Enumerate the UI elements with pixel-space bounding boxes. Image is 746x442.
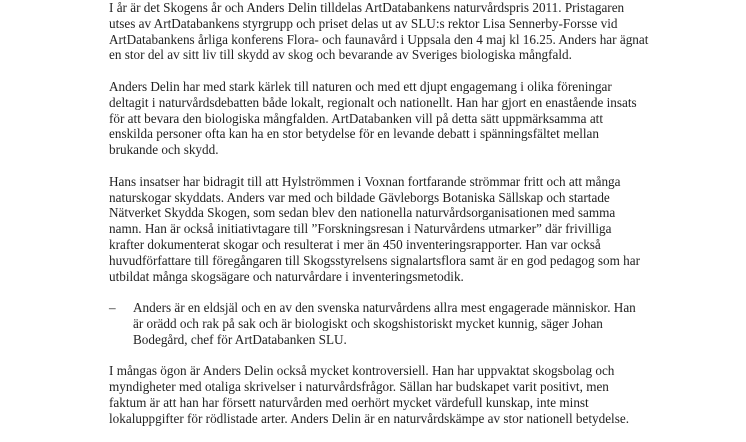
paragraph-controversy: I mångas ögon är Anders Delin också mycket kontroversiell. Han har uppvaktat skogsbolag och myndigheter med otaliga skrivelser i naturvårdsfrågor. Sällan har budskapet varit positivt, men faktum är att han har försett naturvården med oerhört mycket värdefull kunskap, inte minst lokaluppgifter för rödlistade arter. Anders Delin är en naturvårdskämpe av stor nationell betydelse. [109, 363, 630, 426]
paragraph-contributions: Hans insatser har bidragit till att Hylströmmen i Voxnan fortfarande strömmar fritt och att många naturskogar skyddats. Anders var med och bildade Gävleborgs Botaniska Sällskap och startade Nätverket Skydda Skogen, som sedan blev den nationella naturvårdsorganisationen med samma namn. Han är också initiativtagare till ”Forskningsresan i Naturvårdens utmarker” där frivilliga krafter dokumenterat skogar och resulterat i mer än 450 inventeringsrapporter. Han var också huvudförfattare till föregångaren till Skogsstyrelsens signalartsflora samt är en god pedagog som har utbildat många skogsägare och naturvårdare i inventeringsmetodik. [109, 173, 641, 284]
quote-dash: – [109, 300, 116, 316]
paragraph-engagement: Anders Delin har med stark kärlek till naturen och med ett djupt engagemang i olika föreningar deltagit i naturvårdsdebatten både lokalt, regionalt och nationellt. Han har gjort en enastående insats för att bevara den biologiska mångfalden. ArtDatabanken vill på detta sätt uppmärksamma att enskilda personer ofta kan ha en stor betydelse för en levande debatt i spänningsfältet mellan brukande och skydd. [109, 78, 637, 158]
quote-block [109, 300, 649, 347]
paragraph-award-announcement: I år är det Skogens år och Anders Delin tilldelas ArtDatabankens naturvårdspris 2011. Pristagaren utses av ArtDatabankens styrgrupp och priset delas ut av SLU:s rektor Lisa Sennerby-Forsse vid ArtDatabankens årliga konferens Flora- och faunavård i Uppsala den 4 maj kl 16.25. Anders har ägnat en stor del av sitt liv till skydd av skog och bevarande av Sveriges biologiska mångfald. [109, 0, 649, 63]
document-page [109, 0, 649, 442]
quote-text: Anders är en eldsjäl och en av den svenska naturvårdens allra mest engagerade människor. Han är orädd och rak på sak och är biologiskt och skogshistoriskt mycket kunnig, säger Johan Bodegård, chef för ArtDatabanken SLU. [133, 300, 636, 347]
